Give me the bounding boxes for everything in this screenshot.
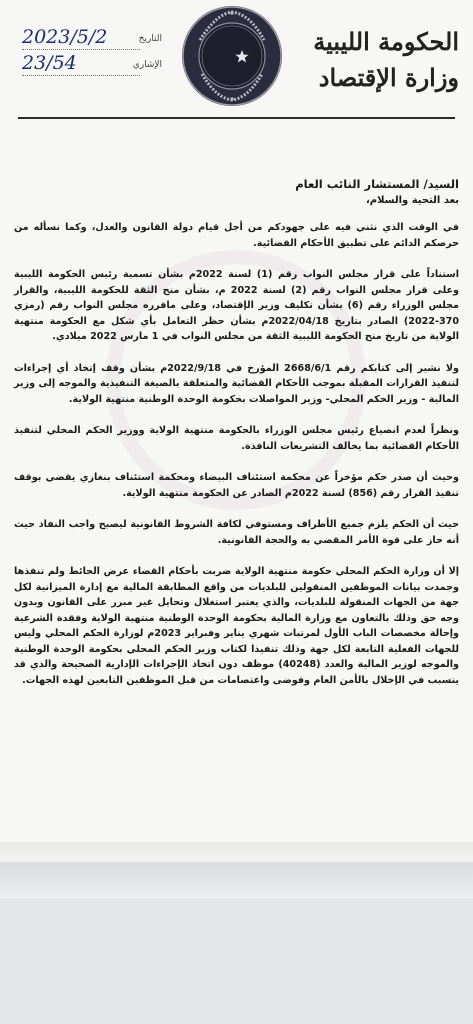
- paragraph-6: حيث أن الحكم يلزم جميع الأطراف ومستوفي لكافة الشروط القانونية ليصبح واجب النفاذ حيث أنه حاز على قوة الأمر المقضي به والحجة القانونية.: [14, 519, 459, 546]
- paragraph-5: وحيث أن صدر حكم مؤخراً عن محكمة استئناف البيضاء ومحكمة استئناف بنغازي يقضي بوقف تنفيذ القرار رقم (856) لسنة 2022م الصادر عن الحكومة منتهية الولاية.: [14, 472, 459, 499]
- background-shadow: [0, 862, 473, 898]
- recipient-salutation: السيد/ المستشار النائب العام: [295, 177, 459, 191]
- paragraph-3: ولا نشير إلى كتابكم رقم 2668/6/1 المؤرخ في 2022/9/18م بشأن وقف إتخاذ أي إجراءات لتنفيذ القرارات المقبلة بموجب الأحكام القضائية والمتعلقة بالصيغة التنفيذية والموجه إلى وزير المالية - وزير الحكم المحلي- وزير المواصلات بحكومة الوحدة الوطنية منتهية الولاية.: [14, 362, 459, 405]
- paragraph-4: ونظراً لعدم انصياع رئيس مجلس الوزراء بالحكومة منتهية الولاية ووزير الحكم المحلي لتنفيذ الأحكام القضائية بما يخالف التشريعات النافذة.: [14, 425, 459, 452]
- letter-body: [14, 176, 459, 688]
- org-line-government: الحكومة الليبية: [313, 27, 459, 56]
- header-divider: [18, 117, 455, 119]
- letterhead: [0, 0, 473, 118]
- reference-value: 23/54: [22, 52, 77, 74]
- paragraph-7: إلا أن وزارة الحكم المحلي حكومة منتهية الولاية ضربت بأحكام القضاء عرض الحائط ولم تنفذها وجمدت بيانات الموظفين المنقولين للبلديات من واقع المطابقة المالية مع إدارة الميزانية لكل جهة من الجهات المنقولة للبلديات، والذي يعتبر استغلال وتحايل غير مبرر على القانون وبدون وجه حق وذلك بالتعاون مع وزارة المالية بحكومة الوحدة الوطنية منتهية الولاية وفقدة الشرعية وإحالة مخصصات الباب الأول لمرتبات شهري يناير وفبراير 2023م لوزارة الحكم المحلي وليس للجهات الفعلية التابعة لكل جهة وذلك تنفيذا لكتاب وزير الحكم المحلي بحكومة الوحدة الوطنية والموجه لوزير المالية والعدد (40248) موظف دون اتخاذ الإجراءات الإدارية الصحيحة والذي قد يتسبب في الإخلال بالأمن العام وفوضى واعتصامات من قبل الموظفين التابعين لهذه الجهات.: [14, 566, 459, 686]
- reference-label: الإشاري: [132, 60, 162, 70]
- date-label: التاريخ: [138, 34, 162, 44]
- paragraph-1: في الوقت الذي نثني فيه على جهودكم من أجل قيام دولة القانون والعدل، وكما نسأله من حرصكم الدائم على تطبيق الأحكام القضائية.: [14, 222, 459, 249]
- reference-block: [22, 26, 162, 78]
- org-line-ministry: وزارة الإقتصاد: [318, 63, 459, 92]
- paragraph-2: استناداً على قرار مجلس النواب رقم (1) لسنة 2022م بشأن تسمية رئيس الحكومة الليبية وعلى قرار مجلس النواب رقم (2) لسنة 2022 م، بشأن منح الثقة للحكومة الليبية، والقرار مجلس الوزراء رقم (6) بشأن تكليف وزير الإقتصاد، وعلى ماقرره مجلس النواب رقم (رمزي 370-2022) الصادر بتاريخ 2022/04/18م بشأن حظر التعامل بأي شكل مع الحكومة منتهية الولاية من تاريخ منح الحكومة الليبية الثقة من مجلس النواب في 1 مارس 2022 ميلادي.: [14, 269, 459, 342]
- date-row: [22, 26, 162, 52]
- reference-row: [22, 52, 162, 78]
- reference-underline: [22, 75, 140, 76]
- greeting: بعد التحية والسلام،: [365, 195, 459, 206]
- organization-name: [299, 24, 459, 96]
- date-value: 2023/5/2: [22, 26, 108, 48]
- government-seal-icon: [176, 0, 288, 112]
- date-underline: [22, 49, 140, 50]
